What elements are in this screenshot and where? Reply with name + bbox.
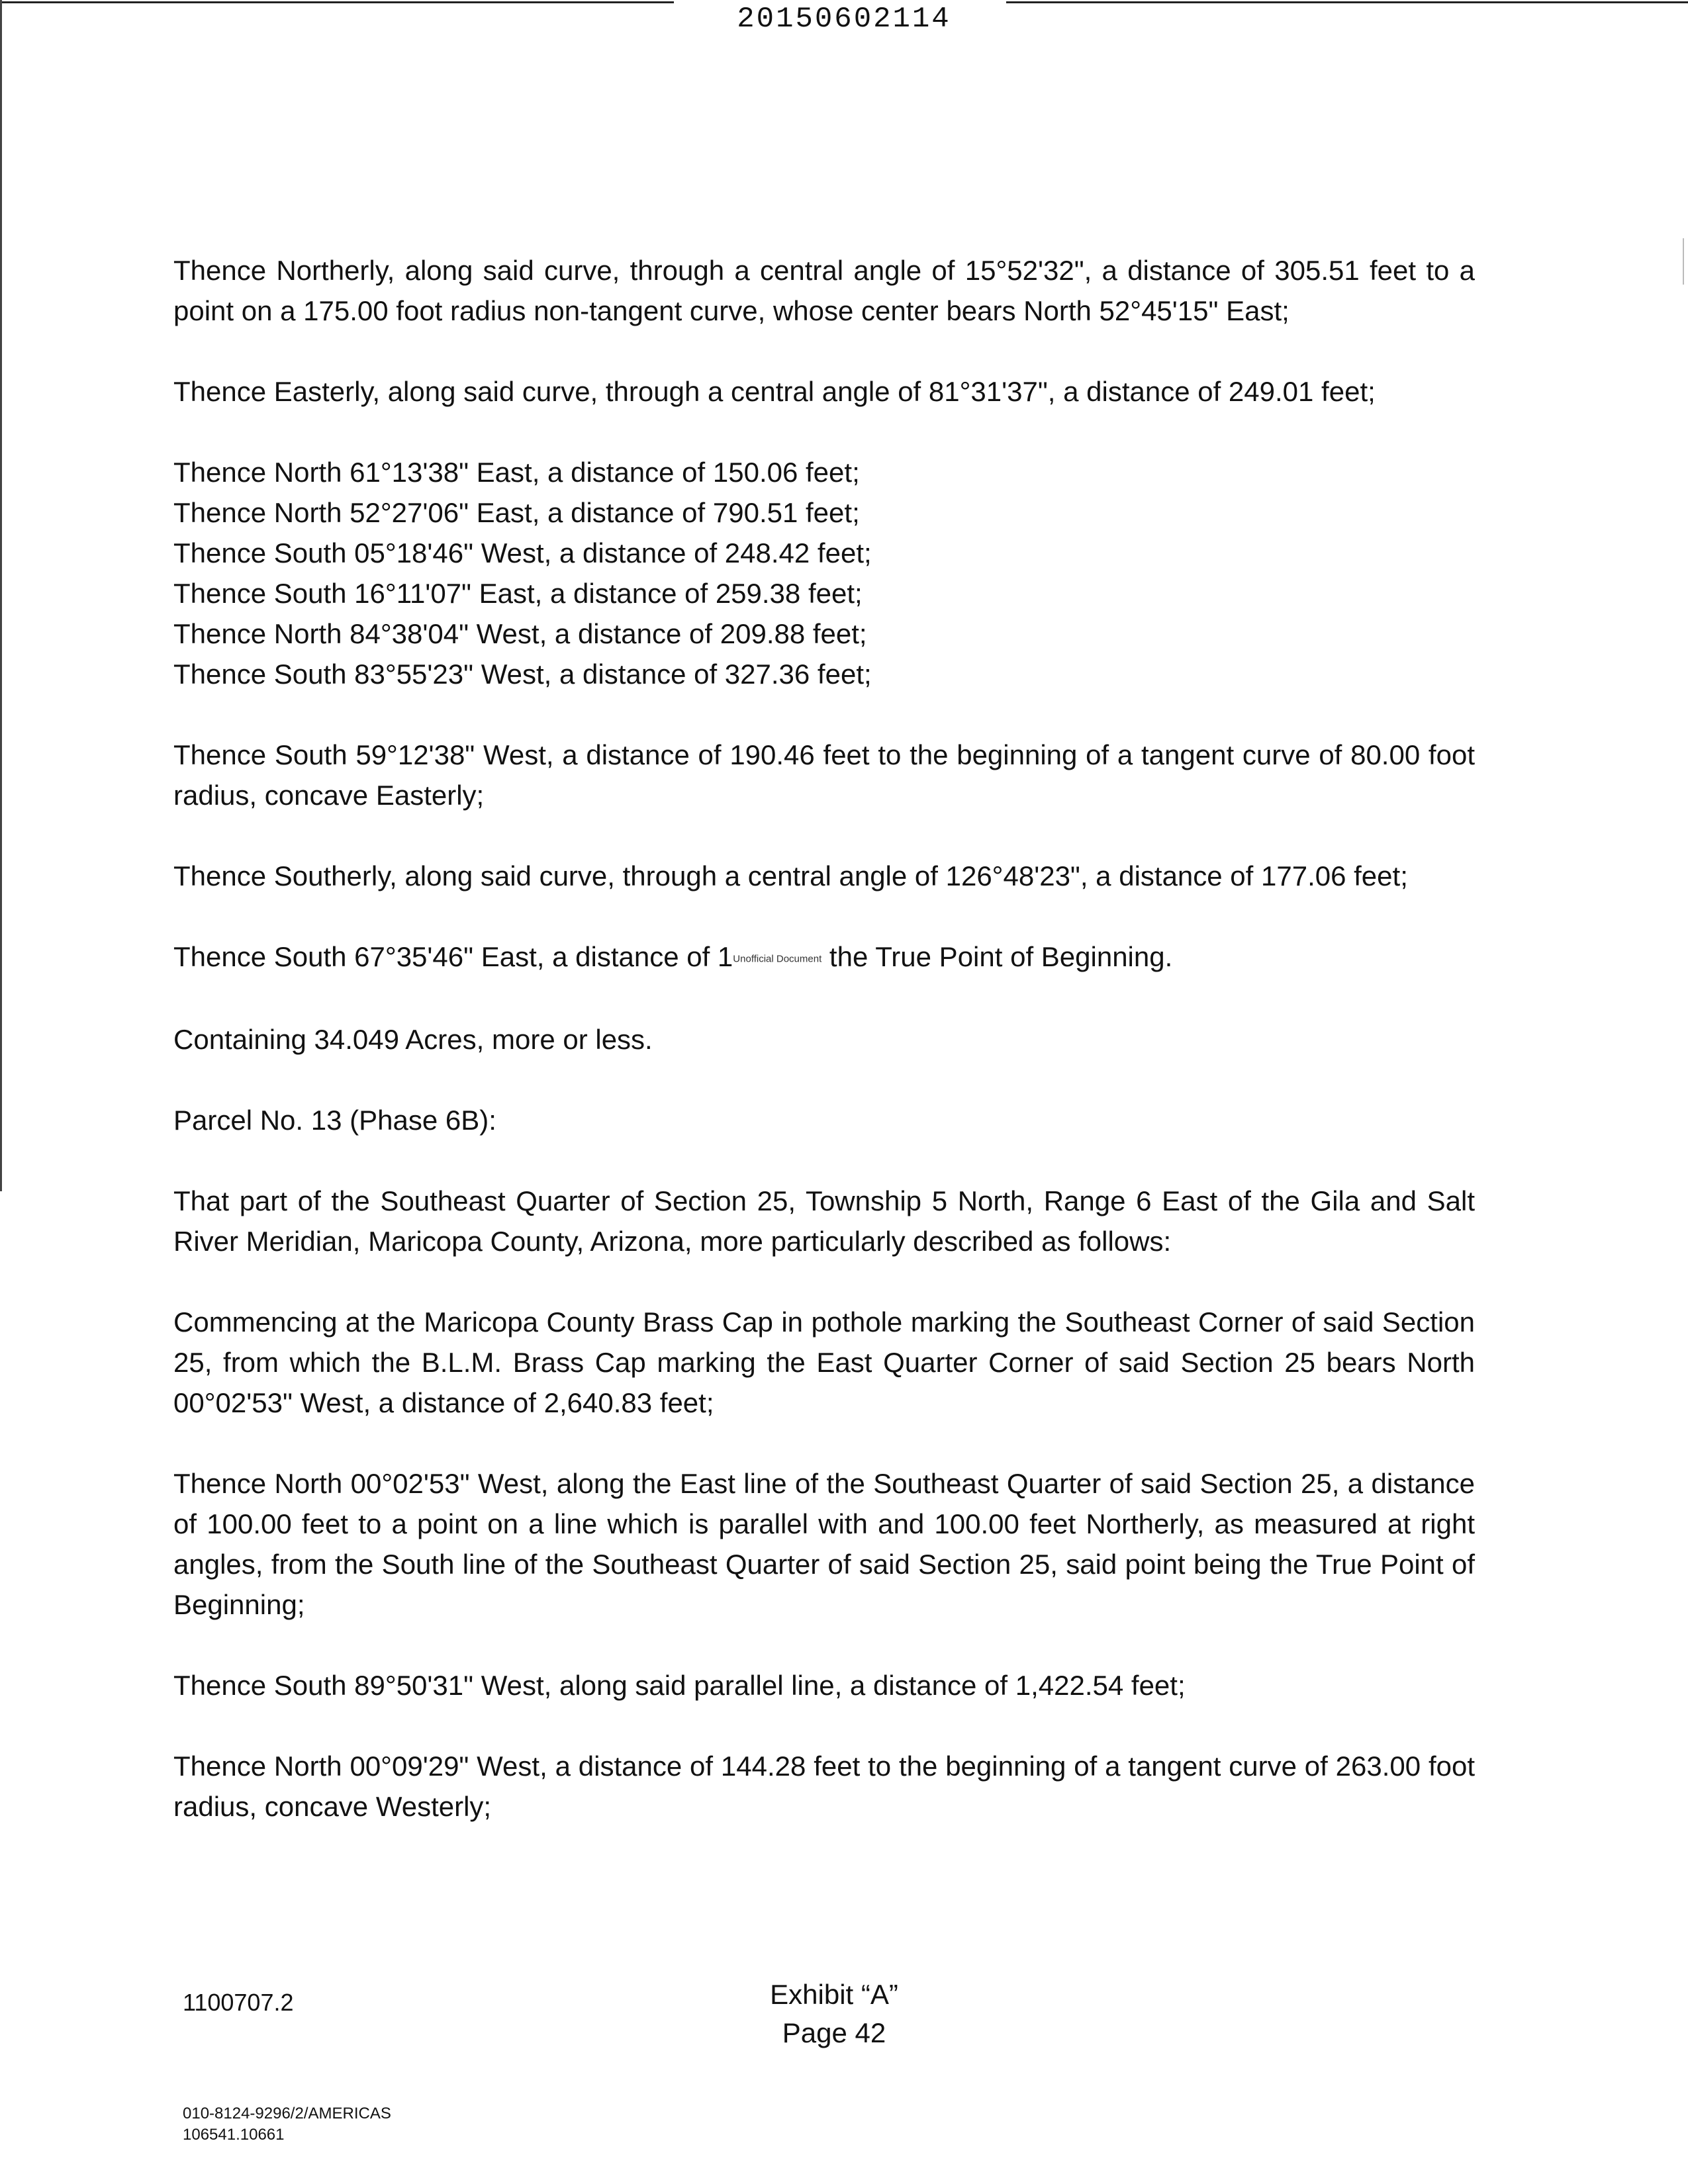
document-id: 1100707.2 <box>183 1989 294 2016</box>
reference-line-2: 106541.10661 <box>183 2126 285 2144</box>
unofficial-watermark: Unofficial Document <box>733 953 822 965</box>
course-line: Thence South 83°55'23" West, a distance of 327.36 feet; <box>173 659 872 690</box>
exhibit-title: Exhibit “A” <box>770 1979 898 2010</box>
paragraph-parallel-line: Thence South 89°50'31" West, along said parallel line, a distance of 1,422.54 feet; <box>173 1670 1186 1702</box>
true-point-text-start: Thence South 67°35'46" East, a distance of 1 <box>173 941 733 972</box>
paragraph-curve-southerly: Thence Southerly, along said curve, through a central angle of 126°48'23", a distance of 177.06 feet; <box>173 860 1408 891</box>
paragraph-tangent-curve: Thence South 59°12'38" West, a distance of 190.46 feet to the beginning of a tangent curve of 80.00 foot radius, concave Easterly; <box>173 739 1475 811</box>
recording-number: 20150602114 <box>737 3 951 36</box>
course-list <box>173 452 1475 694</box>
scan-mark <box>1683 238 1688 285</box>
paragraph-curve-northerly: Thence Northerly, along said curve, through a central angle of 15°52'32", a distance of 305.51 feet to a point on a 175.00 foot radius non-tangent curve, whose center bears North 52°45'15" East; <box>173 255 1475 326</box>
course-line: Thence South 16°11'07" East, a distance of 259.38 feet; <box>173 578 863 609</box>
paragraph-curve-easterly: Thence Easterly, along said curve, through a central angle of 81°31'37", a distance of 249.01 feet; <box>173 376 1376 407</box>
course-line: Thence North 61°13'38" East, a distance of 150.06 feet; <box>173 457 860 488</box>
paragraph-commencing: Commencing at the Maricopa County Brass Cap in pothole marking the Southeast Corner of said Section 25, from which the B.L.M. Brass Cap marking the East Quarter Corner of said Section 25 bears North 00°02'53" West, a distance of 2,640.83 feet; <box>173 1306 1475 1419</box>
legal-description <box>173 250 1475 1827</box>
paragraph-tangent-curve-westerly: Thence North 00°09'29" West, a distance of 144.28 feet to the beginning of a tangent curve of 263.00 foot radius, concave Westerly; <box>173 1751 1475 1823</box>
paragraph-east-line: Thence North 00°02'53" West, along the East line of the Southeast Quarter of said Section 25, a distance of 100.00 feet to a point on a line which is parallel with and 100.00 feet Northerly, as measured at right angles, from the South line of the Southeast Quarter of said Section 25, said point being the True Point of Beginning; <box>173 1468 1475 1621</box>
course-line: Thence North 52°27'06" East, a distance of 790.51 feet; <box>173 497 860 528</box>
paragraph-acreage: Containing 34.049 Acres, more or less. <box>173 1024 653 1056</box>
paragraph-parcel-location: That part of the Southeast Quarter of Section 25, Township 5 North, Range 6 East of the Gila and Salt River Meridian, Maricopa County, Arizona, more particularly described as follows: <box>173 1185 1475 1257</box>
reference-line-1: 010-8124-9296/2/AMERICAS <box>183 2105 391 2122</box>
parcel-heading: Parcel No. 13 (Phase 6B): <box>173 1105 496 1136</box>
page-number: Page 42 <box>782 2017 886 2048</box>
paragraph-true-point <box>173 936 1475 979</box>
footer-reference <box>183 2103 391 2146</box>
course-line: Thence North 84°38'04" West, a distance of 209.88 feet; <box>173 618 867 649</box>
true-point-text-end: the True Point of Beginning. <box>821 941 1173 972</box>
left-scan-edge <box>0 0 2 1191</box>
exhibit-label <box>695 1976 973 2052</box>
course-line: Thence South 05°18'46" West, a distance of 248.42 feet; <box>173 537 872 569</box>
